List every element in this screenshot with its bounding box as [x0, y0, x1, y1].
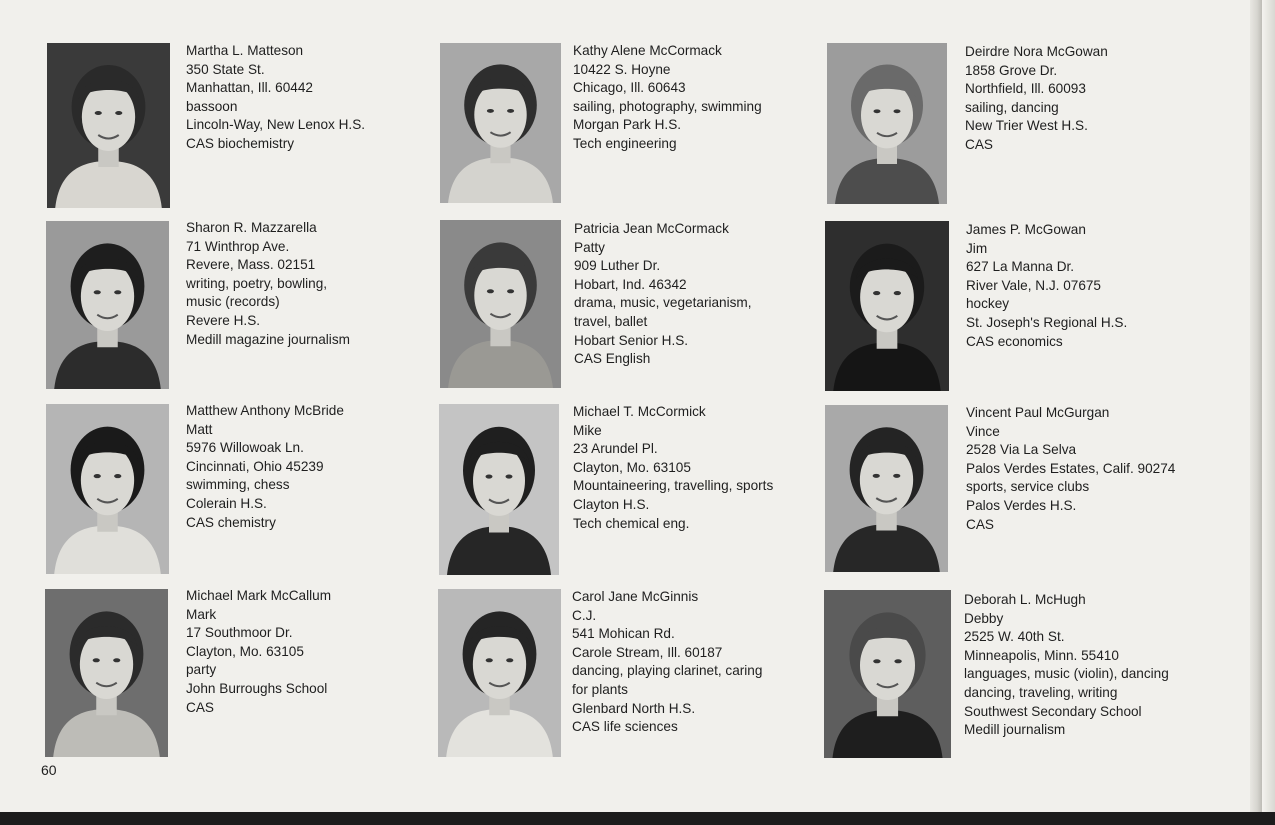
- portrait-photo: [827, 43, 947, 204]
- student-entry: [966, 404, 1206, 534]
- student-detail: music (records): [186, 294, 280, 310]
- student-name: Michael Mark McCallum: [186, 588, 332, 603]
- portrait-silhouette: [440, 220, 561, 388]
- student-detail: hockey: [966, 296, 1010, 312]
- student-name: Patricia Jean McCormack: [574, 221, 729, 236]
- student-detail: Revere, Mass. 02151: [186, 257, 316, 273]
- student-name: Deirdre Nora McGowan: [965, 44, 1108, 59]
- student-detail: Hobart, Ind. 46342: [574, 276, 687, 292]
- student-entry: [186, 219, 426, 349]
- student-detail: dancing, traveling, writing: [964, 684, 1118, 700]
- student-detail: Jim: [966, 240, 988, 256]
- student-entry: [964, 591, 1204, 740]
- student-detail: Clayton, Mo. 63105: [573, 459, 691, 475]
- student-detail: 17 Southmoor Dr.: [186, 625, 293, 641]
- student-detail: dancing, playing clarinet, caring: [572, 663, 763, 679]
- student-detail: languages, music (violin), dancing: [964, 666, 1169, 682]
- portrait-photo: [46, 404, 169, 574]
- portrait-silhouette: [45, 589, 168, 757]
- student-detail: Vince: [966, 423, 1000, 439]
- student-entry: [573, 403, 813, 533]
- student-detail: Revere H.S.: [186, 312, 261, 328]
- student-detail: Colerain H.S.: [186, 495, 267, 511]
- student-entry: [186, 42, 426, 154]
- student-detail: 909 Luther Dr.: [574, 258, 661, 274]
- student-detail: CAS biochemistry: [186, 135, 295, 151]
- student-name: Kathy Alene McCormack: [573, 43, 722, 58]
- student-entry: [574, 220, 814, 369]
- student-detail: Clayton, Mo. 63105: [186, 643, 304, 659]
- student-detail: 541 Mohican Rd.: [572, 626, 675, 642]
- student-name: Deborah L. McHugh: [964, 592, 1086, 607]
- student-detail: Morgan Park H.S.: [573, 117, 682, 133]
- student-detail: Palos Verdes H.S.: [966, 497, 1077, 513]
- student-detail: Clayton H.S.: [573, 496, 650, 512]
- student-name: Vincent Paul McGurgan: [966, 405, 1110, 420]
- student-detail: Medill magazine journalism: [186, 331, 350, 347]
- student-detail: Lincoln-Way, New Lenox H.S.: [186, 117, 366, 133]
- student-name: James P. McGowan: [966, 222, 1086, 237]
- student-detail: Southwest Secondary School: [964, 703, 1142, 719]
- student-detail: Mountaineering, travelling, sports: [573, 478, 774, 494]
- student-detail: Glenbard North H.S.: [572, 700, 696, 716]
- student-detail: sailing, dancing: [965, 99, 1059, 115]
- portrait-photo: [46, 221, 169, 389]
- student-detail: CAS: [966, 516, 994, 532]
- student-entry: [965, 43, 1205, 155]
- student-detail: swimming, chess: [186, 477, 290, 493]
- student-detail: for plants: [572, 681, 628, 697]
- student-detail: 1858 Grove Dr.: [965, 62, 1058, 78]
- student-detail: writing, poetry, bowling,: [186, 275, 328, 291]
- portrait-silhouette: [825, 221, 949, 391]
- portrait-silhouette: [438, 589, 561, 757]
- student-detail: bassoon: [186, 98, 238, 114]
- student-detail: Matt: [186, 421, 213, 437]
- student-name: Matthew Anthony McBride: [186, 403, 344, 418]
- portrait-photo: [825, 221, 949, 391]
- portrait-photo: [825, 405, 948, 572]
- scan-border: [0, 812, 1275, 825]
- student-entry: [966, 221, 1206, 351]
- student-detail: travel, ballet: [574, 313, 648, 329]
- student-detail: CAS: [186, 699, 214, 715]
- student-detail: 2525 W. 40th St.: [964, 629, 1065, 645]
- student-detail: Carole Stream, Ill. 60187: [572, 644, 723, 660]
- portrait-photo: [440, 43, 561, 203]
- student-detail: Mike: [573, 422, 602, 438]
- student-detail: 5976 Willowoak Ln.: [186, 440, 304, 456]
- portrait-photo: [440, 220, 561, 388]
- student-detail: New Trier West H.S.: [965, 118, 1088, 134]
- student-detail: 2528 Via La Selva: [966, 442, 1077, 458]
- portrait-silhouette: [46, 404, 169, 574]
- student-name: Sharon R. Mazzarella: [186, 220, 317, 235]
- student-detail: River Vale, N.J. 07675: [966, 277, 1101, 293]
- student-detail: sailing, photography, swimming: [573, 98, 762, 114]
- student-detail: Cincinnati, Ohio 45239: [186, 458, 324, 474]
- portrait-photo: [824, 590, 951, 758]
- student-detail: Chicago, Ill. 60643: [573, 80, 686, 96]
- student-detail: Palos Verdes Estates, Calif. 90274: [966, 460, 1176, 476]
- student-entry: [186, 587, 426, 717]
- student-detail: CAS: [965, 136, 993, 152]
- student-detail: Tech chemical eng.: [573, 515, 690, 531]
- portrait-photo: [45, 589, 168, 757]
- student-detail: sports, service clubs: [966, 479, 1090, 495]
- page-edge: [1262, 0, 1275, 825]
- portrait-photo: [47, 43, 170, 208]
- student-name: Carol Jane McGinnis: [572, 589, 699, 604]
- student-entry: [186, 402, 426, 532]
- portrait-silhouette: [439, 404, 559, 575]
- page-spine: [1250, 0, 1262, 812]
- page-number: 60: [41, 762, 57, 778]
- portrait-silhouette: [827, 43, 947, 204]
- portrait-silhouette: [825, 405, 948, 572]
- portrait-photo: [438, 589, 561, 757]
- student-detail: CAS economics: [966, 333, 1063, 349]
- student-detail: John Burroughs School: [186, 680, 328, 696]
- student-detail: Tech engineering: [573, 135, 677, 151]
- student-detail: 350 State St.: [186, 61, 265, 77]
- student-detail: Northfield, Ill. 60093: [965, 81, 1086, 97]
- portrait-silhouette: [824, 590, 951, 758]
- student-detail: 71 Winthrop Ave.: [186, 238, 290, 254]
- student-detail: drama, music, vegetarianism,: [574, 295, 752, 311]
- student-detail: 23 Arundel Pl.: [573, 441, 658, 457]
- student-entry: [573, 42, 813, 154]
- student-name: Martha L. Matteson: [186, 43, 304, 58]
- student-detail: Hobart Senior H.S.: [574, 332, 689, 348]
- student-detail: CAS English: [574, 351, 651, 367]
- student-detail: CAS life sciences: [572, 719, 678, 735]
- student-detail: party: [186, 662, 217, 678]
- student-detail: Patty: [574, 239, 605, 255]
- portrait-photo: [439, 404, 559, 575]
- student-entry: [572, 588, 812, 737]
- student-detail: Minneapolis, Minn. 55410: [964, 647, 1119, 663]
- student-detail: Manhattan, Ill. 60442: [186, 80, 313, 96]
- portrait-silhouette: [46, 221, 169, 389]
- student-detail: 10422 S. Hoyne: [573, 61, 671, 77]
- student-detail: Medill journalism: [964, 722, 1066, 738]
- student-detail: Debby: [964, 610, 1004, 626]
- student-detail: Mark: [186, 606, 217, 622]
- student-detail: St. Joseph's Regional H.S.: [966, 314, 1128, 330]
- student-detail: CAS chemistry: [186, 514, 276, 530]
- student-name: Michael T. McCormick: [573, 404, 706, 419]
- portrait-silhouette: [440, 43, 561, 203]
- portrait-silhouette: [47, 43, 170, 208]
- student-detail: C.J.: [572, 607, 597, 623]
- student-detail: 627 La Manna Dr.: [966, 259, 1075, 275]
